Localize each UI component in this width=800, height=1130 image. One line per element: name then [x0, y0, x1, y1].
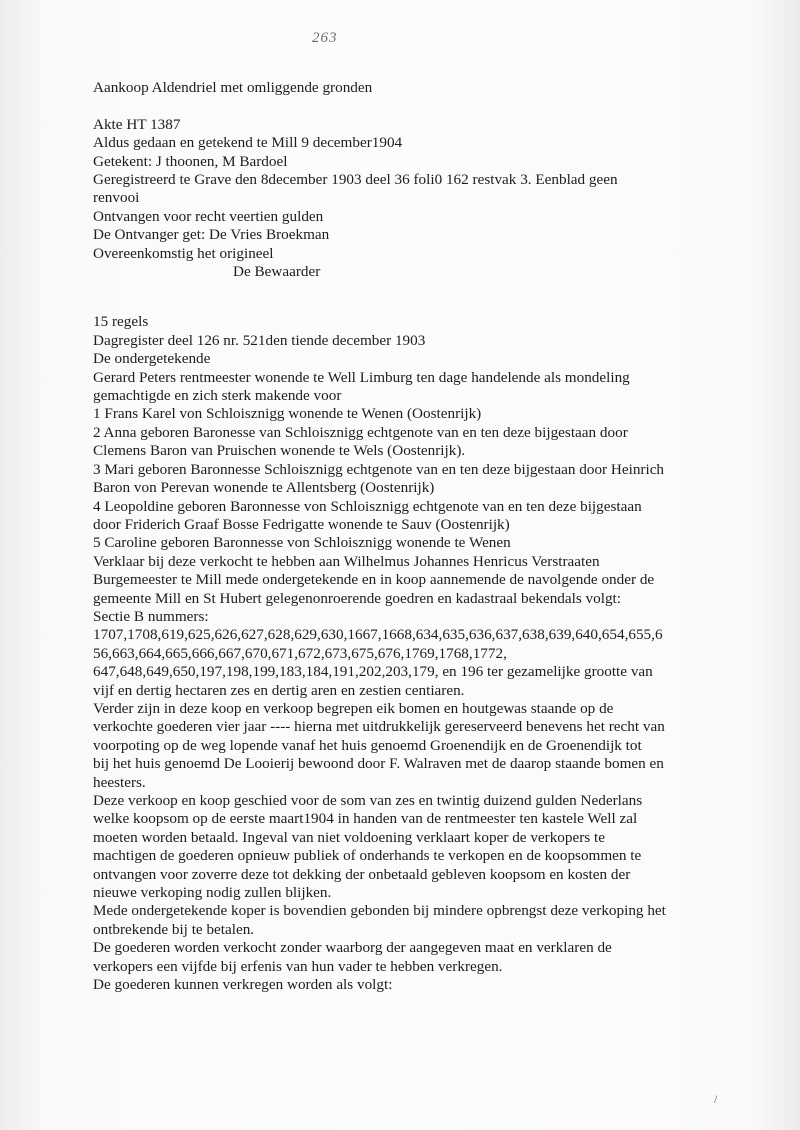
deed-body-line: voorpoting op de weg lopende vanaf het huis genoemd Groenendijk en de Groenendijk tot [93, 736, 642, 754]
deed-body-line: verkopers een vijfde bij erfenis van hun vader te hebben verkregen. [93, 957, 503, 975]
margin-pencil-mark: / [714, 1092, 718, 1106]
deed-body-line: Gerard Peters rentmeester wonende te Well Limburg ten dage handelende als mondeling [93, 368, 630, 386]
deed-body-line: De goederen worden verkocht zonder waarborg der aangegeven maat en verklaren de [93, 939, 612, 957]
deed-body-line: welke koopsom op de eerste maart1904 in handen van de rentmeester ten kastele Well zal [93, 810, 638, 828]
deed-body-line: 15 regels [93, 313, 149, 331]
deed-body-line: 5 Caroline geboren Baronnesse von Schloisznigg wonende te Wenen [93, 534, 511, 552]
deed-body-line: vijf en dertig hectaren zes en dertig aren en zestien centiaren. [93, 681, 465, 699]
deed-body-line: 1 Frans Karel von Schloisznigg wonende te Wenen (Oostenrijk) [93, 405, 482, 423]
deed-body-line: Sectie B nummers: [93, 607, 209, 625]
deed-body-block [93, 313, 723, 994]
deed-body-line: ontvangen voor zoverre deze tot dekking der onbetaald gebleven koopsom en kosten der [93, 865, 631, 883]
deed-body-line: bij het huis genoemd De Looierij bewoond door F. Walraven met de daarop staande bomen en [93, 755, 664, 773]
deed-body-line: Deze verkoop en koop geschied voor de som van zes en twintig duizend gulden Nederlans [93, 792, 643, 810]
deed-body-line: De goederen kunnen verkregen worden als volgt: [93, 976, 393, 994]
deed-header-line: De Ontvanger get: De Vries Broekman [93, 226, 330, 244]
deed-body-line: heesters. [93, 773, 146, 791]
deed-body-line: Dagregister deel 126 nr. 521den tiende december 1903 [93, 331, 426, 349]
deed-body-line: De ondergetekende [93, 350, 211, 368]
deed-body-line: moeten worden betaald. Ingeval van niet voldoening verklaart koper de verkopers te [93, 828, 605, 846]
deed-body-line: 2 Anna geboren Baronesse van Schloisznigg echtgenote van en ten deze bijgestaan door [93, 423, 628, 441]
deed-header-line: Aldus gedaan en getekend te Mill 9 december1904 [93, 134, 403, 152]
page-number: 263 [312, 30, 338, 46]
deed-body-line: Mede ondergetekende koper is bovendien gebonden bij mindere opbrengst deze verkoping het [93, 902, 666, 920]
deed-body-line: 3 Mari geboren Baronnesse Schloisznigg echtgenote van en ten deze bijgestaan door Heinrich [93, 460, 665, 478]
deed-body-line: 647,648,649,650,197,198,199,183,184,191,202,203,179, en 196 ter gezamelijke grootte van [93, 663, 653, 681]
document-title: Aankoop Aldendriel met omliggende gronden [93, 79, 373, 96]
deed-header-line: Akte HT 1387 [93, 115, 181, 133]
deed-body-line: Burgemeester te Mill mede ondergetekende en in koop aannemende de navolgende onder de [93, 571, 655, 589]
deed-body-line: Clemens Baron van Pruischen wonende te Wels (Oostenrijk). [93, 442, 466, 460]
deed-header-line: Getekent: J thoonen, M Bardoel [93, 152, 288, 170]
deed-body-line: door Friderich Graaf Bosse Fedrigatte wonende te Sauv (Oostenrijk) [93, 515, 510, 533]
deed-header-block [93, 116, 723, 282]
deed-body-line: gemeente Mill en St Hubert gelegenonroerende goedren en kadastraal bekendals volgt: [93, 589, 621, 607]
deed-header-line: Overeenkomstig het origineel [93, 244, 274, 262]
deed-body-line: verkochte goederen vier jaar ---- hierna met uitdrukkelijk gereserveerd benevens het recht van [93, 718, 665, 736]
deed-body-line: nieuwe verkoping nodig zullen blijken. [93, 884, 332, 902]
deed-body-line: gemachtigde en zich sterk makende voor [93, 387, 342, 405]
deed-body-line: machtigen de goederen opnieuw publiek of onderhands te verkopen en de koopsommen te [93, 847, 642, 865]
deed-header-line: Ontvangen voor recht veertien gulden [93, 207, 324, 225]
deed-body-line: 1707,1708,619,625,626,627,628,629,630,1667,1668,634,635,636,637,638,639,640,654,655,6 [93, 626, 663, 644]
keeper-signature-line: De Bewaarder [233, 263, 321, 281]
document-body [93, 79, 723, 994]
deed-header-line: Geregistreerd te Grave den 8december 1903 deel 36 foli0 162 restvak 3. Eenblad geen [93, 171, 618, 189]
deed-header-line: renvooi [93, 189, 140, 207]
deed-body-line: ontbrekende bij te betalen. [93, 920, 255, 938]
deed-body-line: Verder zijn in deze koop en verkoop begrepen eik bomen en houtgewas staande op de [93, 699, 614, 717]
deed-body-line: 4 Leopoldine geboren Baronnesse von Schloisznigg echtgenote van en ten deze bijgestaan [93, 497, 642, 515]
deed-body-line: Verklaar bij deze verkocht te hebben aan Wilhelmus Johannes Henricus Verstraaten [93, 552, 600, 570]
deed-body-line: Baron von Perevan wonende te Allentsberg (Oostenrijk) [93, 479, 435, 497]
deed-body-line: 56,663,664,665,666,667,670,671,672,673,675,676,1769,1768,1772, [93, 644, 507, 662]
